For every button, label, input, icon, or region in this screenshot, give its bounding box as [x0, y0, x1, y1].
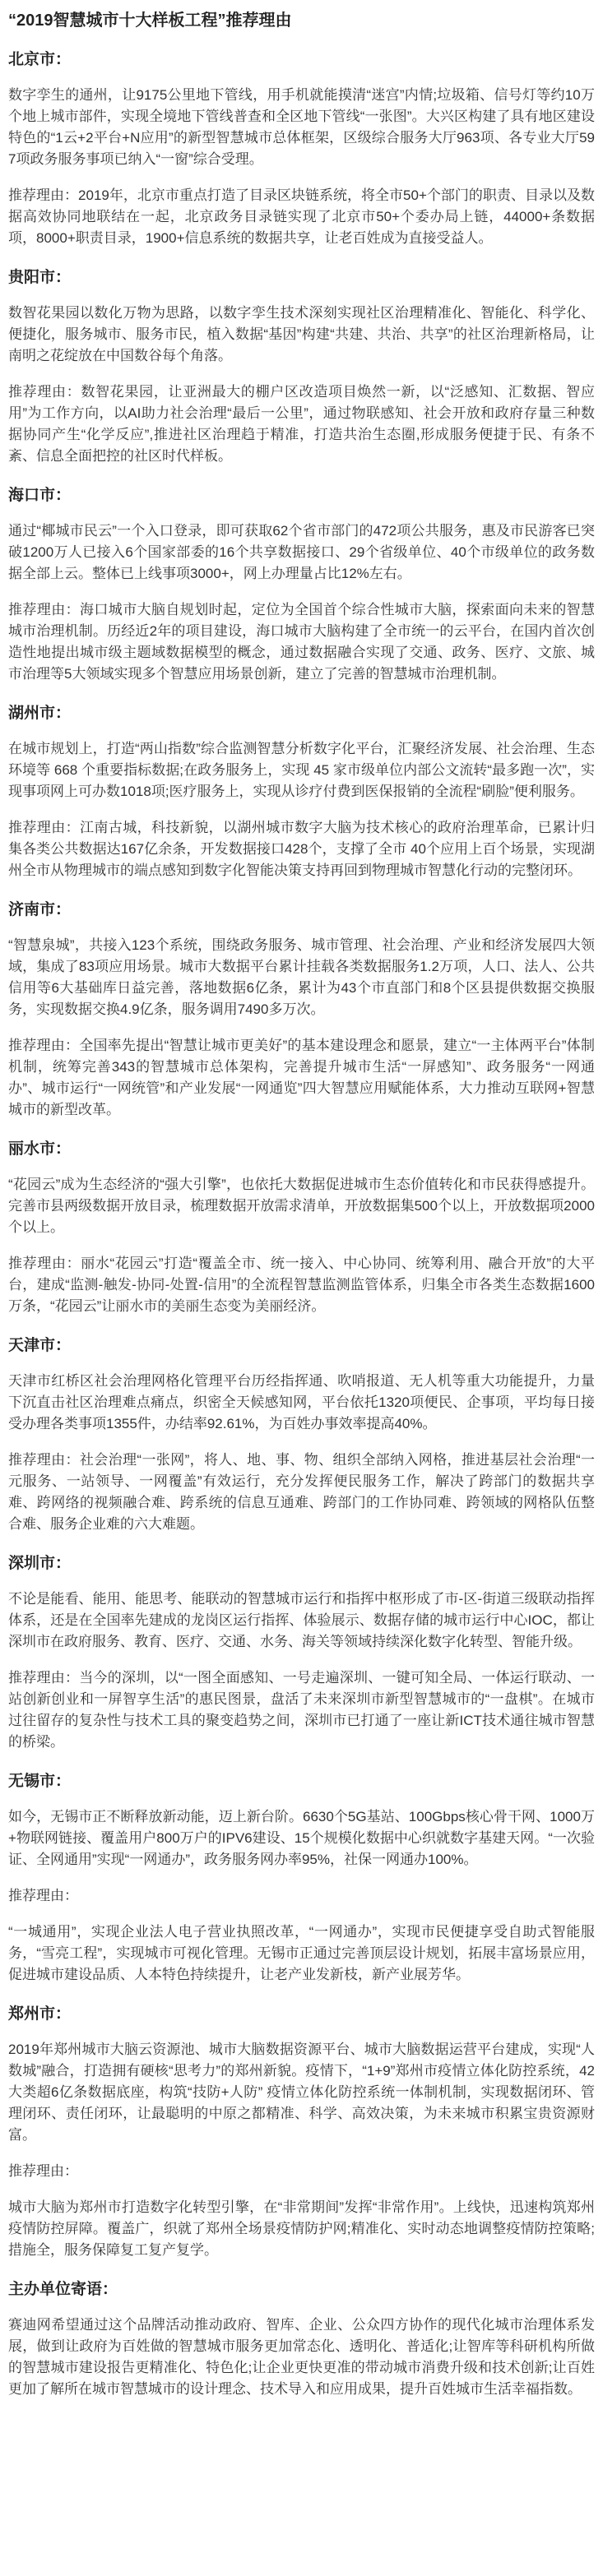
body-paragraph: 不论是能看、能用、能思考、能联动的智慧城市运行和指挥中枢形成了市-区-街道三级联动指挥体系，还是在全国率先建成的龙岗区运行指挥、体验展示、数据存储的城市运行中心IOC，都让深圳市在政府服务、教育、医疗、交通、水务、海关等领域持续深化数字化转型、智能升级。	[8, 1591, 595, 1649]
city-heading-guiyang: 贵阳市：	[8, 269, 72, 286]
recommendation-paragraph: 推荐理由：全国率先提出“智慧让城市更美好”的基本建设理念和愿景，建立“一主体两平台”体制机制，统筹完善343的智慧城市总体架构，完善提升城市生活“一屏感知”、政务服务“一网通办”、城市运行“一网统管”和产业发展“一网通览”四大智慧应用赋能体系，大力推动互联网+智慧城市的新型改革。	[8, 1038, 595, 1117]
city-heading-tianjin: 天津市：	[8, 1337, 72, 1354]
recommendation-paragraph: 推荐理由：当今的深圳，以“一图全面感知、一号走遍深圳、一键可知全局、一体运行联动、一站创新创业和一屏智享生活”的惠民图景，盘活了未来深圳市新型智慧城市的“一盘棋”。在城市过往留存的复杂性与技术工具的聚变趋势之间，深圳市已打通了一座让新ICT技术通往城市智慧的桥梁。	[8, 1670, 595, 1750]
city-heading-wuxi: 无锡市：	[8, 1773, 72, 1790]
recommendation-paragraph: 推荐理由：社会治理“一张网”，将人、地、事、物、组织全部纳入网格，推进基层社会治理“一元服务、一站领导、一网覆盖”有效运行，充分发挥便民服务工作，解决了跨部门的数据共享难、跨网络的视频融合难、跨系统的信息互通难、跨部门的工作协同难、跨领域的网格队伍整合难、服务企业难的六大难题。	[8, 1452, 595, 1532]
recommendation-paragraph: 推荐理由：2019年，北京市重点打造了目录区块链系统，将全市50+个部门的职责、目录以及数据高效协同地联结在一起，北京政务目录链实现了北京市50+个委办局上链，44000+条数据项，8000+职责目录，1900+信息系统的数据共享，让老百姓成为直接受益人。	[8, 187, 595, 246]
section-haikou	[8, 485, 595, 685]
section-huzhou	[8, 703, 595, 881]
recommendation-paragraph: “一城通用”，实现企业法人电子营业执照改革，“一网通办”，实现市民便捷享受自助式智能服务，“雪亮工程”，实现城市可视化管理。无锡市正通过完善顶层设计规划，拓展丰富场景应用，促进城市建设品质、人本特色持续提升，让老产业发新枝，新产业展芳华。	[8, 1924, 595, 1982]
body-paragraph: “智慧泉城”，共接入123个系统，围绕政务服务、城市管理、社会治理、产业和经济发展四大领域，集成了83项应用场景。城市大数据平台累计挂载各类数据服务1.2万项，人口、法人、公共信用等6大基础库日益完善，落地数据6亿条，累计为43个市直部门和8个区县提供数据交换服务，实现数据交换4.9亿条，服务调用7490多万次。	[8, 937, 595, 1017]
city-heading-huzhou: 湖州市：	[8, 705, 72, 722]
body-paragraph: 天津市红桥区社会治理网格化管理平台历经指挥通、吹哨报道、无人机等重大功能提升，力量下沉直击社区治理难点痛点，织密全天候感知网，平台依托1320项便民、企事项，平均每日接受办理各类事项1355件，办结率92.61%，为百姓办事效率提高40%。	[8, 1373, 595, 1431]
page-title: “2019智慧城市十大样板工程”推荐理由	[8, 12, 292, 30]
recommendation-paragraph: 城市大脑为郑州市打造数字化转型引擎，在“非常期间”发挥“非常作用”。上线快，迅速构筑郑州疫情防控屏障。覆盖广，织就了郑州全场景疫情防护网;精准化、实时动态地调整疫情防控策略;措施全，服务保障复工复产复学。	[8, 2199, 595, 2258]
section-beijing	[8, 49, 595, 249]
body-paragraph: 数智花果园以数化万物为思路，以数字孪生技术深刻实现社区治理精准化、智能化、科学化、便捷化，服务城市、服务市民，植入数据“基因”构建“共建、共治、共享”的社区治理新格局，让南明之花绽放在中国数谷每个角落。	[8, 305, 595, 363]
recommendation-paragraph: 推荐理由：数智花果园，让亚洲最大的棚户区改造项目焕然一新，以“泛感知、汇数据、智应用”为工作方向，以AI助力社会治理“最后一公里”，通过物联感知、社会开放和政府存量三种数据协同产生“化学反应”,推进社区治理趋于精准，打造共治生态圈,形成服务便捷于民、有条不紊、信息全面把控的社区时代样板。	[8, 384, 595, 464]
body-paragraph: 数字孪生的通州，让9175公里地下管线，用手机就能摸清“迷宫”内情;垃圾箱、信号灯等约10万个地上城市部件，实现全境地下管线普查和全区地下管线“一张图”。大兴区构建了具有地区建设特色的“1云+2平台+N应用”的新型智慧城市总体框架，区级综合服务大厅963项、各专业大厅597项政务服务事项已纳入“一窗”综合受理。	[8, 87, 595, 167]
section-organizer-message	[8, 2279, 595, 2400]
city-heading-jinan: 济南市：	[8, 901, 72, 918]
recommendation-paragraph: 推荐理由：海口城市大脑自规划时起，定位为全国首个综合性城市大脑，探索面向未来的智慧城市治理机制。历经近2年的项目建设，海口城市大脑构建了全市统一的云平台，在国内首次创造性地提出城市级主题域数据模型的概念，通过数据融合实现了交通、政务、医疗、文旅、城市治理等5大领域实现多个智慧应用场景创新，建立了完善的智慧城市治理机制。	[8, 602, 595, 682]
organizer-message-heading: 主办单位寄语：	[8, 2281, 118, 2298]
city-heading-haikou: 海口市：	[8, 487, 72, 504]
section-tianjin	[8, 1335, 595, 1535]
body-paragraph: 如今，无锡市正不断释放新动能，迈上新台阶。6630个5G基站、100Gbps核心骨干网、1000万+物联网链接、覆盖用户800万户的IPV6建设、15个规模化数据中心织就数字基建天网。“一次验证、全网通用”实现“一网通办”，政务服务网办率95%，社保一网通办100%。	[8, 1809, 595, 1867]
recommendation-paragraph: 推荐理由：江南古城，科技新貌，以湖州城市数字大脑为技术核心的政府治理革命，已累计归集各类公共数据达167亿余条，开发数据接口428个，支撑了全市 40个应用上百个场景，实现湖州全市从物理城市的端点感知到数字化智能决策支持再回到物理城市智慧化行动的完整闭环。	[8, 820, 595, 878]
section-lishui	[8, 1139, 595, 1317]
city-heading-beijing: 北京市：	[8, 51, 72, 68]
city-heading-lishui: 丽水市：	[8, 1140, 72, 1158]
section-wuxi	[8, 1771, 595, 1986]
section-jinan	[8, 900, 595, 1121]
recommendation-label: 推荐理由：	[8, 2163, 78, 2179]
recommendation-label: 推荐理由：	[8, 1888, 78, 1903]
section-zhengzhou	[8, 2004, 595, 2261]
body-paragraph: 通过“椰城市民云”一个入口登录，即可获取62个省市部门的472项公共服务，惠及市民游客已突破1200万人已接入6个国家部委的16个共享数据接口、29个省级单位、40个市级单位的政务数据全部上云。整体已上线事项3000+，网上办理量占比12%左右。	[8, 523, 595, 581]
body-paragraph: 赛迪网希望通过这个品牌活动推动政府、智库、企业、公众四方协作的现代化城市治理体系发展，做到让政府为百姓做的智慧城市服务更加常态化、透明化、普适化;让智库等科研机构所做的智慧城市建设报告更精准化、特色化;让企业更快更准的带动城市消费升级和技术创新;让百姓更加了解所在城市智慧城市的设计理念、技术导入和应用成果，提升百姓城市生活幸福指数。	[8, 2317, 595, 2397]
city-heading-zhengzhou: 郑州市：	[8, 2005, 72, 2023]
section-guiyang	[8, 267, 595, 467]
recommendation-paragraph: 推荐理由：丽水“花园云”打造“覆盖全市、统一接入、中心协同、统筹利用、融合开放”的大平台，建成“监测-触发-协同-处置-信用”的全流程智慧监测监管体系，归集全市各类生态数据1600万条，“花园云”让丽水市的美丽生态变为美丽经济。	[8, 1256, 595, 1314]
body-paragraph: “花园云”成为生态经济的“强大引擎”，也依托大数据促进城市生态价值转化和市民获得感提升。完善市县两级数据开放目录，梳理数据开放需求清单，开放数据集500个以上，开放数据项2000个以上。	[8, 1177, 595, 1235]
body-paragraph: 在城市规划上，打造“两山指数”综合监测智慧分析数字化平台，汇聚经济发展、社会治理、生态环境等 668 个重要指标数据;在政务服务上，实现 45 家市级单位内部公文流转“最多跑一次”，实现事项网上可办数1018项;医疗服务上，实现从诊疗付费到医保报销的全流程“刷脸”便利服务。	[8, 741, 595, 799]
section-shenzhen	[8, 1553, 595, 1753]
body-paragraph: 2019年郑州城市大脑云资源池、城市大脑数据资源平台、城市大脑数据运营平台建成，实现“人数城”融合，打造拥有硬核“思考力”的郑州新貌。疫情下，“1+9”郑州市疫情立体化防控系统，42大类超6亿条数据底座，构筑“技防+人防” 疫情立体化防控系统一体制机制，实现数据闭环、管理闭环、责任闭环，让最聪明的中原之都精准、科学、高效决策，为未来城市积累宝贵资源财富。	[8, 2042, 595, 2143]
city-heading-shenzhen: 深圳市：	[8, 1555, 72, 1572]
